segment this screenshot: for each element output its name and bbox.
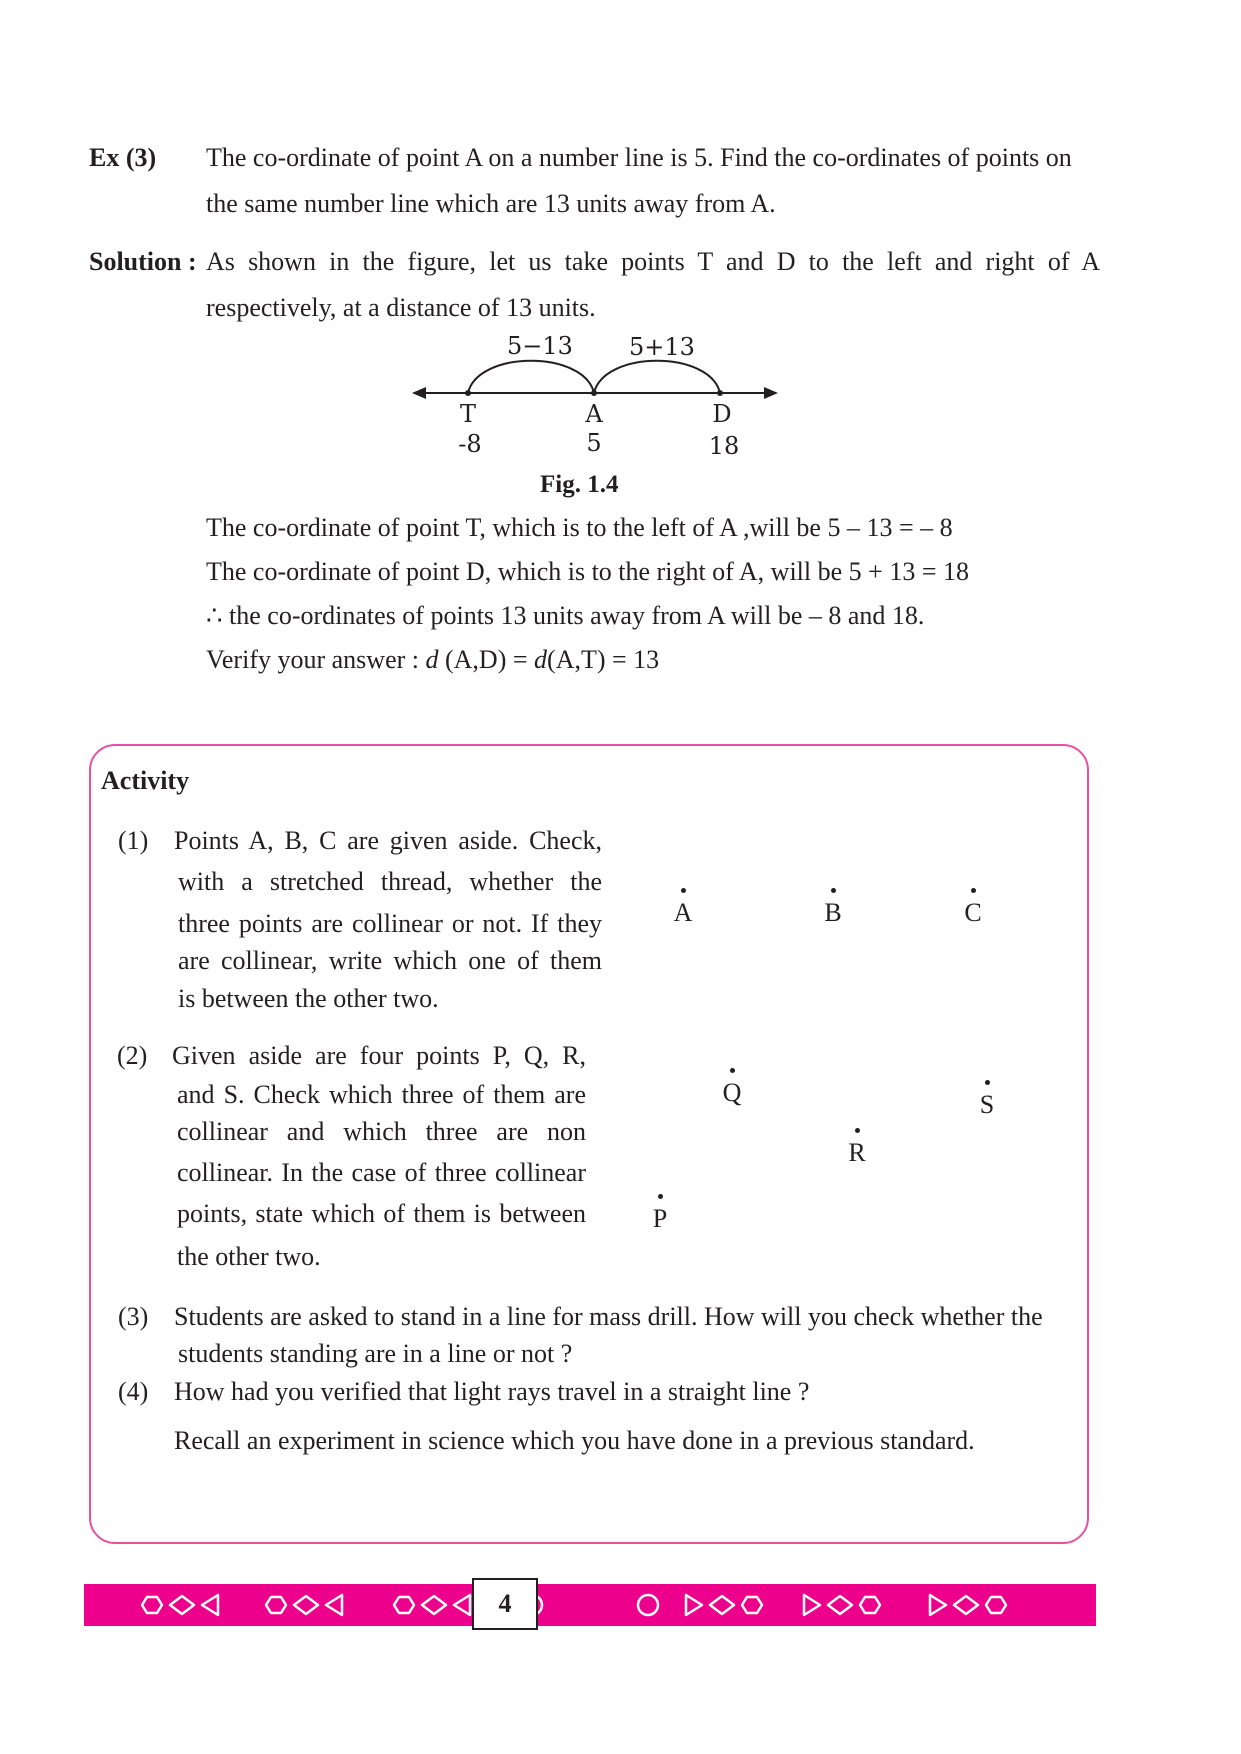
diamond-icon bbox=[294, 1596, 318, 1614]
circle-icon bbox=[638, 1595, 658, 1615]
example-label: Ex (3) bbox=[89, 143, 157, 172]
verify-d2: d bbox=[534, 645, 548, 674]
item2-line6: the other two. bbox=[177, 1242, 321, 1271]
diamond-icon bbox=[710, 1596, 734, 1614]
point-r-dot bbox=[855, 1128, 860, 1133]
item3-line1: Students are asked to stand in a line for mass drill. How will you check whether the bbox=[174, 1302, 1043, 1331]
item1-line4: are collinear, write which one of them bbox=[178, 946, 602, 975]
point-dot-a bbox=[591, 390, 597, 396]
triangle-right-icon bbox=[686, 1595, 702, 1615]
arrow-left-icon bbox=[412, 387, 426, 399]
item3-line2: students standing are in a line or not ? bbox=[178, 1339, 573, 1368]
point-r-mark bbox=[842, 1128, 872, 1167]
point-b-dot bbox=[831, 888, 836, 893]
number-line-figure bbox=[400, 330, 800, 470]
item3-number: (3) bbox=[118, 1302, 149, 1331]
figure-caption: Fig. 1.4 bbox=[540, 471, 619, 498]
arc-right bbox=[594, 361, 720, 393]
item2-number: (2) bbox=[117, 1041, 148, 1070]
item2-line2: and S. Check which three of them are bbox=[177, 1080, 586, 1109]
diamond-icon bbox=[954, 1596, 978, 1614]
verify-mid: (A,D) = bbox=[438, 645, 535, 674]
item2-line4: collinear. In the case of three collinear bbox=[177, 1158, 586, 1187]
solution-text-line1: As shown in the figure, let us take points T and D to the left and right of A bbox=[206, 247, 1100, 276]
verify-line bbox=[206, 645, 659, 675]
point-s-dot bbox=[985, 1080, 990, 1085]
hexagon-icon bbox=[860, 1597, 880, 1613]
example-text-line1: The co-ordinate of point A on a number line is 5. Find the co-ordinates of points on bbox=[206, 143, 1072, 172]
page-number: 4 bbox=[472, 1578, 538, 1630]
point-a-dot bbox=[681, 888, 686, 893]
footer-decoration bbox=[84, 1584, 1096, 1626]
point-s-mark bbox=[972, 1080, 1002, 1119]
point-r-label: R bbox=[848, 1138, 866, 1167]
point-q-mark bbox=[717, 1068, 747, 1107]
verify-prefix: Verify your answer : bbox=[206, 645, 426, 674]
point-b-mark bbox=[818, 888, 848, 927]
verify-d1: d bbox=[425, 645, 439, 674]
point-p-dot bbox=[658, 1194, 663, 1199]
item1-number: (1) bbox=[118, 826, 149, 855]
point-a-label: A bbox=[673, 898, 693, 927]
hexagon-icon bbox=[742, 1597, 762, 1613]
triangle-left-icon bbox=[454, 1595, 470, 1615]
hexagon-icon bbox=[394, 1597, 414, 1613]
item1-line5: is between the other two. bbox=[178, 984, 439, 1013]
hexagon-icon bbox=[986, 1597, 1006, 1613]
triangle-right-icon bbox=[804, 1595, 820, 1615]
point-b-label: B bbox=[824, 898, 842, 927]
point-s-label: S bbox=[979, 1090, 995, 1119]
item1-line1: Points A, B, C are given aside. Check, bbox=[174, 826, 602, 855]
arc-right-label: 5+13 bbox=[629, 333, 695, 361]
item4-number: (4) bbox=[118, 1377, 149, 1406]
hexagon-icon bbox=[266, 1597, 286, 1613]
point-name-d: D bbox=[712, 400, 732, 428]
working-line3: ∴ the co-ordinates of points 13 units away from A will be – 8 and 18. bbox=[206, 601, 925, 630]
point-value-a: 5 bbox=[586, 429, 602, 457]
point-q-dot bbox=[730, 1068, 735, 1073]
diamond-icon bbox=[422, 1596, 446, 1614]
diamond-icon bbox=[828, 1596, 852, 1614]
item2-line1: Given aside are four points P, Q, R, bbox=[172, 1041, 586, 1070]
point-dot-t bbox=[465, 390, 471, 396]
arc-left bbox=[468, 361, 594, 393]
triangle-right-icon bbox=[930, 1595, 946, 1615]
arc-left-label: 5−13 bbox=[507, 332, 573, 360]
point-c-mark bbox=[958, 888, 988, 927]
solution-label: Solution : bbox=[89, 247, 197, 276]
example-text-line2: the same number line which are 13 units away from A. bbox=[206, 189, 776, 218]
point-value-t: -8 bbox=[458, 430, 482, 458]
point-c-label: C bbox=[964, 898, 982, 927]
item1-line2: with a stretched thread, whether the bbox=[178, 867, 602, 896]
activity-title: Activity bbox=[101, 766, 190, 795]
diamond-icon bbox=[170, 1596, 194, 1614]
arrow-right-icon bbox=[764, 387, 778, 399]
point-value-d: 18 bbox=[708, 432, 740, 460]
verify-end: (A,T) = 13 bbox=[547, 645, 660, 674]
point-name-a: A bbox=[585, 400, 603, 428]
point-dot-d bbox=[717, 390, 723, 396]
working-line1: The co-ordinate of point T, which is to the left of A ,will be 5 – 13 = – 8 bbox=[206, 513, 953, 542]
point-name-t: T bbox=[459, 400, 477, 428]
point-p-label: P bbox=[652, 1204, 668, 1233]
item4-line1: How had you verified that light rays travel in a straight line ? bbox=[174, 1377, 810, 1406]
item2-line3: collinear and which three are non bbox=[177, 1117, 586, 1146]
point-q-label: Q bbox=[722, 1078, 742, 1107]
item2-line5: points, state which of them is between bbox=[177, 1199, 586, 1228]
point-c-dot bbox=[971, 888, 976, 893]
point-a-mark bbox=[668, 888, 698, 927]
solution-text-line2: respectively, at a distance of 13 units. bbox=[206, 293, 596, 322]
hexagon-icon bbox=[142, 1597, 162, 1613]
working-line2: The co-ordinate of point D, which is to the right of A, will be 5 + 13 = 18 bbox=[206, 557, 969, 586]
point-p-mark bbox=[645, 1194, 675, 1233]
triangle-left-icon bbox=[326, 1595, 342, 1615]
item1-line3: three points are collinear or not. If they bbox=[178, 909, 602, 938]
item4-line2: Recall an experiment in science which you have done in a previous standard. bbox=[174, 1426, 975, 1455]
triangle-left-icon bbox=[202, 1595, 218, 1615]
